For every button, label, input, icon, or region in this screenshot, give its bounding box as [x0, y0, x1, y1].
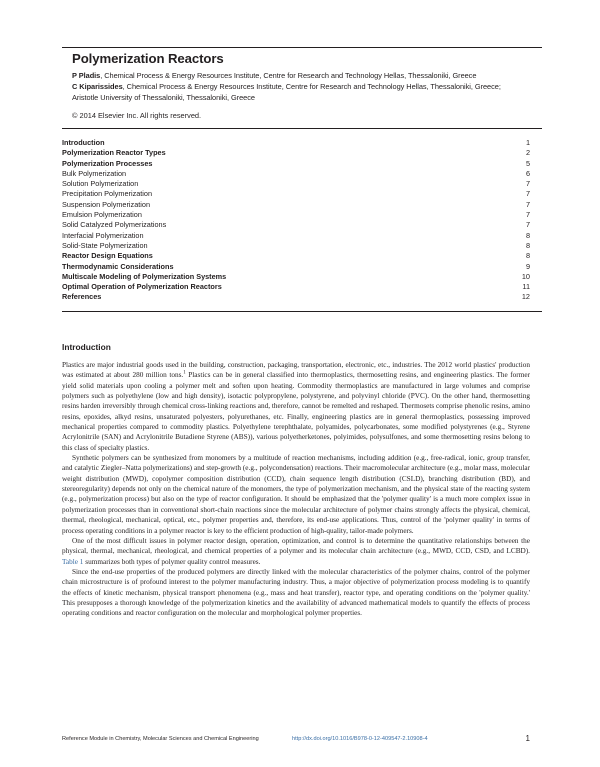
toc-entry[interactable] [62, 159, 530, 169]
toc-entry[interactable] [62, 231, 530, 241]
toc-entry-page: 7 [525, 199, 530, 209]
divider [62, 311, 542, 312]
toc-entry[interactable] [62, 148, 530, 158]
toc-entry-page: 8 [525, 251, 530, 261]
paragraph-text: Plastics can be in general classified into thermoplastics, thermosetting resins, and engineering plastics. The former yield solid materials upon cooling a polymer melt and soften upon heating. Commodity thermoplastics are manufactured in large volumes and comprise polymers such as polyethylene (low and high density), isotactic polypropylene, polystyrene, and polyvinyl chloride (PVC). On the other hand, thermosetting resins harden irreversibly through chemical cross-linking reactions and, therefore, cannot be remelted and reshaped. Thermosets comprise phenolic resins, amino resins, epoxides, alkyd resins, unsaturated polyesters, polyurethanes, etc. Finally, engineering plastics are in general thermoplastics, possessing improved mechanical properties compared to commodity plastics. Polyethylene terephthalate, polyamides, polycarbonates, some modified polystyrenes (e.g., Styrene Acrylonitrile (SAN) and Acrylonitrile Butadiene Styrene (ABS)), various polyetherketones, polyimides, polysulfones, and some thermosetting resins belong to this class of specialty plastics. [62, 371, 530, 452]
toc-entry[interactable] [62, 169, 530, 179]
toc-entry-label: Emulsion Polymerization [62, 210, 142, 220]
toc-entry[interactable] [62, 220, 530, 230]
toc-entry-label: Suspension Polymerization [62, 199, 151, 209]
toc-entry-page: 9 [525, 261, 530, 271]
toc-entry[interactable] [62, 292, 530, 302]
toc-entry-page: 12 [521, 292, 530, 302]
paragraph [62, 360, 530, 453]
author-affiliation: , Chemical Process & Energy Resources Institute, Centre for Research and Technology Hellas, Thessaloniki, Greece; [122, 81, 501, 91]
toc-entry[interactable] [62, 251, 530, 261]
toc-entry-page: 10 [521, 271, 530, 281]
toc-entry[interactable] [62, 200, 530, 210]
author-line [72, 82, 542, 93]
toc-entry-page: 7 [525, 179, 530, 189]
toc-entry-page: 2 [525, 148, 530, 158]
toc-entry[interactable] [62, 179, 530, 189]
toc-entry-label: Bulk Polymerization [62, 168, 127, 178]
paragraph-text: summarizes both types of polymer quality control measures. [83, 557, 261, 566]
table-of-contents [62, 138, 530, 303]
toc-entry-page: 5 [525, 158, 530, 168]
article-body [62, 360, 530, 619]
citation-superscript[interactable]: 1 [183, 370, 186, 376]
table-link[interactable]: Table 1 [62, 557, 84, 566]
toc-entry-label: Polymerization Processes [62, 158, 153, 168]
toc-entry[interactable] [62, 241, 530, 251]
author-affiliation: , Chemical Process & Energy Resources Institute, Centre for Research and Technology Hellas, Thessaloniki, Greece [100, 71, 477, 80]
toc-entry[interactable] [62, 272, 530, 282]
toc-entry-label: Multiscale Modeling of Polymerization Systems [62, 271, 227, 281]
paragraph: Since the end-use properties of the produced polymers are directly linked with the molecular characteristics of the polymer chains, control of the polymer chain microstructure is of profound interest to the polymer manufacturing industry. Thus, a major objective of polymerization process modeling is to quantify the effects of kinetic mechanism, physical transport phenomena (e.g., mass and heat transfer), reactor type, and operating conditions on the 'polymer quality.' This presupposes a thorough knowledge of the polymerization kinetics and the availability of advanced mathematical models to quantify the effects of process operating conditions and reactor configuration on the molecular and morphological polymer properties. [62, 567, 530, 618]
section-heading: Introduction [62, 342, 111, 352]
toc-entry-label: Precipitation Polymerization [62, 189, 153, 199]
toc-entry-page: 1 [525, 138, 530, 147]
divider [62, 128, 542, 129]
page-number: 1 [525, 734, 530, 743]
toc-entry-label: Thermodynamic Considerations [62, 261, 174, 271]
toc-entry-label: References [62, 292, 102, 302]
toc-entry-page: 8 [525, 230, 530, 240]
author-affiliation-extra: Aristotle University of Thessaloniki, Thessaloniki, Greece [72, 92, 255, 102]
paragraph [62, 536, 530, 567]
toc-entry-page: 7 [525, 220, 530, 230]
toc-entry[interactable] [62, 189, 530, 199]
toc-entry[interactable] [62, 210, 530, 220]
author-name: C Kiparissides [72, 81, 123, 91]
toc-entry-label: Reactor Design Equations [62, 251, 153, 261]
article-title: Polymerization Reactors [72, 51, 224, 66]
paragraph-text: Plastics are major industrial goods used in the building, construction, packaging, transportation, electronic, etc., industries. The 2012 world plastics' production was estimated at about 280 million tons. [62, 361, 530, 380]
paragraph: Synthetic polymers can be synthesized from monomers by a multitude of reaction mechanisms, including addition (e.g., free-radical, ionic, group transfer, and catalytic Ziegler–Natta polymerizations) and step-growth (e.g., polycondensation) reactions. Their macromolecular architecture (e.g., molar mass, molecular weight distribution (MWD), copolymer composition distribution (CCD), chain sequence length distribution (CSLD), branching distribution (BD), and stereoregularity) depends not only on the chemical nature of the monomers, the type of polymerization mechanism, and the physical state of the reacting system (e.g., polymerization process) but also on the type of reactor configuration. It should be emphasized that the 'polymer quality' is a much more complex issue in polymerization processes than in conventional short-chain reactions since the molecular architecture of polymer chains strongly affects the physical, chemical, thermal, rheological, mechanical, optical, etc., polymer properties and, therefore, its end-use applications. Thus, control of the 'polymer quality' in terms of process operating conditions in a polymer reactor is key to the efficient production of high-quality, tailor-made polymers. [62, 454, 530, 535]
toc-entry-label: Solid-State Polymerization [62, 240, 148, 250]
toc-entry-label: Solution Polymerization [62, 179, 139, 189]
top-rule [62, 47, 542, 48]
journal-name: Reference Module in Chemistry, Molecular Sciences and Chemical Engineering [62, 736, 259, 742]
toc-entry-label: Interfacial Polymerization [62, 230, 144, 240]
toc-entry-page: 11 [522, 282, 530, 292]
doi-link[interactable]: http://dx.doi.org/10.1016/B978-0-12-409547-2.10908-4 [292, 736, 428, 742]
paragraph-text: One of the most difficult issues in polymer reactor design, operation, optimization, and control is to determine the quantitative relationships between the physical, thermal, mechanical, rheological, and chemical properties of a polymer and its molecular chain architecture (e.g., MWD, CCD, CSD, and LCBD). [62, 536, 530, 556]
toc-entry-label: Optimal Operation of Polymerization Reactors [62, 282, 222, 292]
copyright-notice: © 2014 Elsevier Inc. All rights reserved. [72, 111, 202, 120]
toc-entry[interactable] [62, 282, 530, 292]
toc-entry-page: 6 [525, 168, 530, 178]
toc-entry-label: Introduction [62, 138, 105, 147]
author-block [72, 71, 542, 103]
toc-entry[interactable] [62, 138, 530, 148]
toc-entry-page: 7 [525, 189, 530, 199]
author-line [72, 71, 542, 82]
toc-entry-page: 7 [525, 210, 530, 220]
toc-entry-page: 8 [525, 240, 530, 250]
author-name: P Pladis [72, 71, 101, 80]
toc-entry-label: Solid Catalyzed Polymerizations [62, 220, 167, 230]
toc-entry-label: Polymerization Reactor Types [62, 148, 166, 158]
toc-entry[interactable] [62, 262, 530, 272]
